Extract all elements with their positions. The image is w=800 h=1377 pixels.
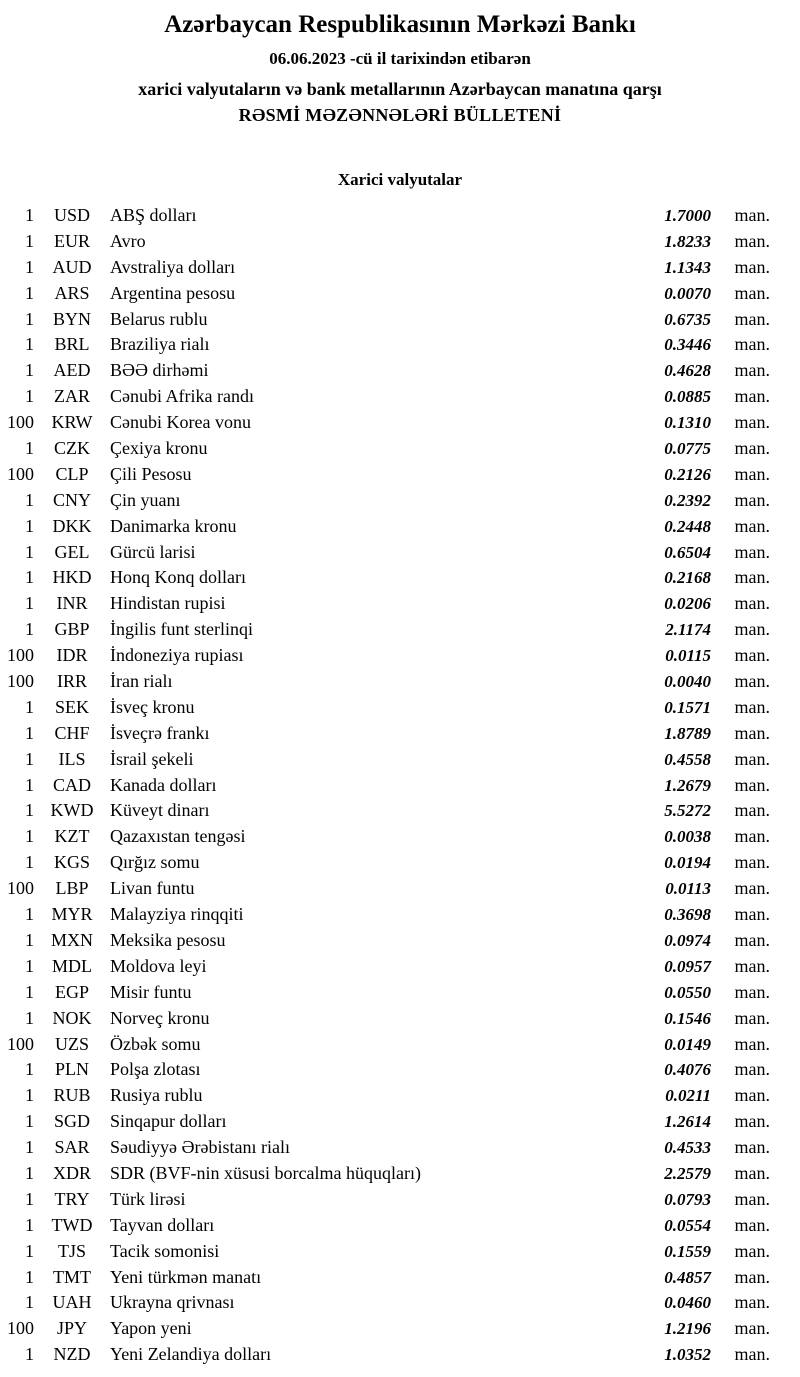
rate-row-idr bbox=[0, 643, 770, 669]
quantity-cell: 1 bbox=[25, 852, 34, 873]
currency-name-cell: Küveyt dinarı bbox=[110, 800, 210, 821]
quantity-cell: 1 bbox=[25, 1162, 34, 1183]
rate-row-zar bbox=[0, 384, 770, 410]
currency-name-cell: Braziliya rialı bbox=[110, 334, 210, 355]
rate-value-cell: 0.2392 bbox=[664, 490, 711, 510]
quantity-cell: 1 bbox=[25, 593, 34, 614]
currency-name-cell: Polşa zlotası bbox=[110, 1059, 201, 1080]
currency-name-cell: Kanada dolları bbox=[110, 774, 217, 795]
currency-name-cell: Argentina pesosu bbox=[110, 282, 236, 303]
unit-cell: man. bbox=[734, 1188, 770, 1209]
rate-row-rub bbox=[0, 1083, 770, 1109]
currency-name-cell: Belarus rublu bbox=[110, 308, 208, 329]
unit-cell: man. bbox=[734, 463, 770, 484]
rate-row-myr bbox=[0, 902, 770, 928]
quantity-cell: 1 bbox=[25, 360, 34, 381]
currency-code-cell: GBP bbox=[54, 619, 90, 640]
subtitle-line: xarici valyutaların və bank metallarının Azərbaycan manatına qarşı bbox=[138, 79, 662, 99]
quantity-cell: 1 bbox=[25, 826, 34, 847]
bulletin-title: RƏSMİ MƏZƏNNƏLƏRİ BÜLLETENİ bbox=[238, 105, 562, 125]
unit-cell: man. bbox=[734, 1162, 770, 1183]
unit-cell: man. bbox=[734, 619, 770, 640]
rate-value-cell: 0.0974 bbox=[664, 930, 711, 950]
unit-cell: man. bbox=[734, 541, 770, 562]
quantity-cell: 1 bbox=[25, 282, 34, 303]
rate-value-cell: 0.4533 bbox=[664, 1138, 711, 1158]
currency-code-cell: TJS bbox=[57, 1240, 86, 1261]
unit-cell: man. bbox=[734, 981, 770, 1002]
unit-cell: man. bbox=[734, 1033, 770, 1054]
rate-value-cell: 0.0550 bbox=[664, 982, 711, 1002]
rate-value-cell: 0.3698 bbox=[664, 905, 711, 925]
currency-code-cell: SEK bbox=[54, 696, 89, 717]
currency-name-cell: ABŞ dolları bbox=[110, 205, 197, 225]
currency-name-cell: İran rialı bbox=[110, 671, 173, 692]
rate-row-chf bbox=[0, 721, 770, 747]
unit-cell: man. bbox=[734, 878, 770, 899]
rate-row-egp bbox=[0, 980, 770, 1006]
quantity-cell: 100 bbox=[7, 412, 34, 433]
quantity-cell: 1 bbox=[25, 1085, 34, 1106]
rate-row-mdl bbox=[0, 954, 770, 980]
rate-row-sek bbox=[0, 695, 770, 721]
currency-code-cell: GEL bbox=[54, 541, 90, 562]
rate-value-cell: 0.0070 bbox=[664, 283, 711, 303]
rate-row-byn bbox=[0, 307, 770, 333]
currency-name-cell: Misir funtu bbox=[110, 981, 192, 1002]
quantity-cell: 1 bbox=[25, 308, 34, 329]
rate-value-cell: 1.0352 bbox=[664, 1345, 711, 1365]
rate-row-krw bbox=[0, 410, 770, 436]
currency-code-cell: CAD bbox=[52, 774, 91, 795]
currency-name-cell: Özbək somu bbox=[110, 1033, 201, 1054]
unit-cell: man. bbox=[734, 1214, 770, 1235]
quantity-cell: 1 bbox=[25, 1059, 34, 1080]
currency-name-cell: Tacik somonisi bbox=[110, 1240, 220, 1261]
rate-row-tjs bbox=[0, 1239, 770, 1265]
unit-cell: man. bbox=[734, 567, 770, 588]
quantity-cell: 1 bbox=[25, 1188, 34, 1209]
currency-name-cell: Tayvan dolları bbox=[110, 1214, 215, 1235]
unit-cell: man. bbox=[734, 593, 770, 614]
unit-cell: man. bbox=[734, 696, 770, 717]
rate-value-cell: 2.1174 bbox=[665, 620, 711, 640]
rate-value-cell: 1.1343 bbox=[664, 257, 711, 277]
quantity-cell: 1 bbox=[25, 696, 34, 717]
quantity-cell: 100 bbox=[7, 671, 34, 692]
rate-value-cell: 1.2196 bbox=[664, 1319, 711, 1339]
currency-name-cell: İndoneziya rupiası bbox=[110, 645, 244, 666]
rate-row-kgs bbox=[0, 850, 770, 876]
currency-name-cell: Meksika pesosu bbox=[110, 929, 226, 950]
rate-row-nzd bbox=[0, 1342, 770, 1368]
currency-code-cell: CLP bbox=[55, 463, 89, 484]
rate-row-jpy bbox=[0, 1316, 770, 1342]
currency-name-cell: Çili Pesosu bbox=[110, 463, 192, 484]
unit-cell: man. bbox=[734, 852, 770, 873]
currency-name-cell: Rusiya rublu bbox=[110, 1085, 203, 1106]
quantity-cell: 1 bbox=[25, 515, 34, 536]
quantity-cell: 100 bbox=[7, 645, 34, 666]
unit-cell: man. bbox=[734, 334, 770, 355]
rate-value-cell: 5.5272 bbox=[664, 801, 711, 821]
rate-value-cell: 0.0957 bbox=[664, 956, 711, 976]
rate-row-sgd bbox=[0, 1109, 770, 1135]
currency-code-cell: CHF bbox=[54, 722, 90, 743]
currency-name-cell: İsveç kronu bbox=[110, 696, 195, 717]
currency-code-cell: CZK bbox=[54, 438, 90, 459]
quantity-cell: 1 bbox=[25, 1344, 34, 1365]
unit-cell: man. bbox=[734, 489, 770, 510]
currency-name-cell: Livan funtu bbox=[110, 878, 195, 899]
unit-cell: man. bbox=[734, 671, 770, 692]
unit-cell: man. bbox=[734, 230, 770, 251]
unit-cell: man. bbox=[734, 748, 770, 769]
rate-value-cell: 1.8233 bbox=[664, 231, 711, 251]
quantity-cell: 1 bbox=[25, 205, 34, 225]
quantity-cell: 1 bbox=[25, 256, 34, 277]
unit-cell: man. bbox=[734, 1059, 770, 1080]
currency-code-cell: TRY bbox=[54, 1188, 90, 1209]
currency-name-cell: İsrail şekeli bbox=[110, 748, 194, 769]
unit-cell: man. bbox=[734, 1292, 770, 1313]
rate-row-tmt bbox=[0, 1265, 770, 1291]
currency-code-cell: PLN bbox=[54, 1059, 89, 1080]
rate-row-gel bbox=[0, 540, 770, 566]
rate-row-lbp bbox=[0, 876, 770, 902]
rate-row-kzt bbox=[0, 824, 770, 850]
rate-value-cell: 0.0194 bbox=[664, 853, 711, 873]
currency-name-cell: Sinqapur dolları bbox=[110, 1111, 227, 1132]
quantity-cell: 100 bbox=[7, 1318, 34, 1339]
quantity-cell: 1 bbox=[25, 1137, 34, 1158]
rate-value-cell: 0.2168 bbox=[664, 568, 711, 588]
currency-code-cell: INR bbox=[56, 593, 88, 614]
unit-cell: man. bbox=[734, 1137, 770, 1158]
unit-cell: man. bbox=[734, 955, 770, 976]
currency-code-cell: IDR bbox=[56, 645, 88, 666]
unit-cell: man. bbox=[734, 1344, 770, 1365]
quantity-cell: 100 bbox=[7, 463, 34, 484]
unit-cell: man. bbox=[734, 386, 770, 407]
rate-value-cell: 1.8789 bbox=[664, 723, 711, 743]
currency-code-cell: SAR bbox=[54, 1137, 90, 1158]
currency-name-cell: Avro bbox=[110, 230, 146, 251]
rate-row-eur bbox=[0, 229, 770, 255]
currency-name-cell: Ukrayna qrivnası bbox=[110, 1292, 235, 1313]
currency-code-cell: JPY bbox=[56, 1318, 87, 1339]
currency-name-cell: Səudiyyə Ərəbistanı rialı bbox=[110, 1137, 290, 1158]
quantity-cell: 1 bbox=[25, 541, 34, 562]
quantity-cell: 1 bbox=[25, 1240, 34, 1261]
currency-name-cell: Avstraliya dolları bbox=[110, 256, 236, 277]
currency-code-cell: IRR bbox=[56, 671, 87, 692]
rate-row-irr bbox=[0, 669, 770, 695]
rate-value-cell: 1.7000 bbox=[664, 206, 711, 225]
rate-row-cad bbox=[0, 773, 770, 799]
currency-name-cell: Malayziya rinqqiti bbox=[110, 904, 244, 925]
currency-code-cell: KWD bbox=[50, 800, 94, 821]
currency-name-cell: Cənubi Korea vonu bbox=[110, 412, 251, 433]
quantity-cell: 1 bbox=[25, 748, 34, 769]
rate-value-cell: 0.6504 bbox=[664, 542, 711, 562]
currency-name-cell: SDR (BVF-nin xüsusi borcalma hüquqları) bbox=[110, 1162, 421, 1183]
unit-cell: man. bbox=[734, 904, 770, 925]
currency-code-cell: BRL bbox=[54, 334, 90, 355]
currency-code-cell: TMT bbox=[53, 1266, 91, 1287]
quantity-cell: 1 bbox=[25, 1214, 34, 1235]
unit-cell: man. bbox=[734, 826, 770, 847]
document-header bbox=[0, 0, 800, 127]
unit-cell: man. bbox=[734, 282, 770, 303]
rate-row-pln bbox=[0, 1057, 770, 1083]
rate-value-cell: 1.2614 bbox=[664, 1112, 711, 1132]
currency-code-cell: KZT bbox=[54, 826, 90, 847]
rate-value-cell: 0.1559 bbox=[664, 1241, 711, 1261]
unit-cell: man. bbox=[734, 1007, 770, 1028]
rate-row-ars bbox=[0, 281, 770, 307]
quantity-cell: 1 bbox=[25, 230, 34, 251]
rate-row-brl bbox=[0, 332, 770, 358]
rate-value-cell: 1.2679 bbox=[664, 775, 711, 795]
unit-cell: man. bbox=[734, 1085, 770, 1106]
rate-value-cell: 0.0113 bbox=[665, 879, 711, 899]
quantity-cell: 1 bbox=[25, 619, 34, 640]
rate-value-cell: 0.4558 bbox=[664, 749, 711, 769]
unit-cell: man. bbox=[734, 308, 770, 329]
rate-value-cell: 0.4628 bbox=[664, 361, 711, 381]
unit-cell: man. bbox=[734, 412, 770, 433]
quantity-cell: 1 bbox=[25, 1292, 34, 1313]
unit-cell: man. bbox=[734, 1266, 770, 1287]
rate-row-kwd bbox=[0, 798, 770, 824]
rate-row-try bbox=[0, 1187, 770, 1213]
currency-name-cell: Qırğız somu bbox=[110, 852, 200, 873]
unit-cell: man. bbox=[734, 360, 770, 381]
rate-row-clp bbox=[0, 462, 770, 488]
currency-name-cell: Qazaxıstan tengəsi bbox=[110, 826, 246, 847]
rate-row-sar bbox=[0, 1135, 770, 1161]
currency-code-cell: NZD bbox=[53, 1344, 91, 1365]
currency-name-cell: Yeni türkmən manatı bbox=[110, 1266, 262, 1287]
currency-code-cell: SGD bbox=[53, 1111, 90, 1132]
currency-name-cell: Moldova leyi bbox=[110, 955, 207, 976]
rate-row-aed bbox=[0, 358, 770, 384]
quantity-cell: 1 bbox=[25, 904, 34, 925]
rate-value-cell: 0.0793 bbox=[664, 1189, 711, 1209]
rate-value-cell: 0.1546 bbox=[664, 1008, 711, 1028]
exchange-rates-table bbox=[0, 203, 800, 1368]
currency-code-cell: MYR bbox=[51, 904, 93, 925]
unit-cell: man. bbox=[734, 1318, 770, 1339]
currency-name-cell: Danimarka kronu bbox=[110, 515, 237, 536]
rate-row-twd bbox=[0, 1213, 770, 1239]
rate-value-cell: 0.1310 bbox=[664, 413, 711, 433]
rate-value-cell: 0.4076 bbox=[664, 1060, 711, 1080]
unit-cell: man. bbox=[734, 645, 770, 666]
unit-cell: man. bbox=[734, 929, 770, 950]
currency-code-cell: LBP bbox=[55, 878, 89, 899]
currency-code-cell: MXN bbox=[50, 929, 93, 950]
quantity-cell: 1 bbox=[25, 567, 34, 588]
currency-code-cell: ARS bbox=[54, 282, 90, 303]
currency-code-cell: XDR bbox=[52, 1162, 91, 1183]
quantity-cell: 1 bbox=[25, 955, 34, 976]
currency-name-cell: Norveç kronu bbox=[110, 1007, 210, 1028]
rate-row-czk bbox=[0, 436, 770, 462]
rate-row-uah bbox=[0, 1290, 770, 1316]
quantity-cell: 100 bbox=[7, 1033, 34, 1054]
unit-cell: man. bbox=[734, 205, 770, 225]
rate-value-cell: 0.1571 bbox=[664, 697, 711, 717]
rate-row-mxn bbox=[0, 928, 770, 954]
rate-value-cell: 0.2126 bbox=[664, 464, 711, 484]
rate-row-uzs bbox=[0, 1032, 770, 1058]
rate-value-cell: 0.0775 bbox=[664, 439, 711, 459]
currency-code-cell: ZAR bbox=[54, 386, 90, 407]
rate-value-cell: 0.0038 bbox=[664, 827, 711, 847]
rate-row-inr bbox=[0, 591, 770, 617]
currency-code-cell: UAH bbox=[52, 1292, 92, 1313]
currency-code-cell: AED bbox=[53, 360, 91, 381]
unit-cell: man. bbox=[734, 438, 770, 459]
currency-code-cell: KRW bbox=[51, 412, 93, 433]
bank-title: Azərbaycan Respublikasının Mərkəzi Bankı bbox=[164, 11, 636, 38]
rate-row-ils bbox=[0, 747, 770, 773]
currency-name-cell: Türk lirəsi bbox=[110, 1188, 186, 1209]
quantity-cell: 1 bbox=[25, 929, 34, 950]
currency-code-cell: KGS bbox=[53, 852, 90, 873]
quantity-cell: 1 bbox=[25, 489, 34, 510]
currency-name-cell: Cənubi Afrika randı bbox=[110, 386, 254, 407]
rate-row-cny bbox=[0, 488, 770, 514]
rate-value-cell: 0.0460 bbox=[664, 1293, 711, 1313]
quantity-cell: 1 bbox=[25, 438, 34, 459]
currency-code-cell: EGP bbox=[54, 981, 89, 1002]
currency-name-cell: İngilis funt sterlinqi bbox=[110, 619, 253, 640]
quantity-cell: 100 bbox=[7, 878, 34, 899]
rate-row-hkd bbox=[0, 565, 770, 591]
currency-code-cell: DKK bbox=[52, 515, 92, 536]
unit-cell: man. bbox=[734, 1240, 770, 1261]
currency-name-cell: Çin yuanı bbox=[110, 489, 181, 510]
rate-value-cell: 0.0040 bbox=[664, 672, 711, 692]
rate-row-aud bbox=[0, 255, 770, 281]
currency-code-cell: AUD bbox=[52, 256, 92, 277]
rate-row-nok bbox=[0, 1006, 770, 1032]
rate-value-cell: 0.0115 bbox=[665, 646, 711, 666]
quantity-cell: 1 bbox=[25, 1111, 34, 1132]
currency-code-cell: BYN bbox=[52, 308, 91, 329]
currency-code-cell: MDL bbox=[52, 955, 92, 976]
rate-value-cell: 2.2579 bbox=[664, 1163, 711, 1183]
section-title-foreign-currencies: Xarici valyutalar bbox=[337, 170, 463, 189]
currency-code-cell: EUR bbox=[54, 230, 90, 251]
currency-name-cell: Hindistan rupisi bbox=[110, 593, 226, 614]
rate-value-cell: 0.6735 bbox=[664, 309, 711, 329]
currency-name-cell: Gürcü larisi bbox=[110, 541, 196, 562]
rate-value-cell: 0.3446 bbox=[664, 335, 711, 355]
rate-row-usd bbox=[0, 203, 770, 229]
rate-value-cell: 0.0149 bbox=[664, 1034, 711, 1054]
currency-code-cell: USD bbox=[53, 205, 90, 225]
rate-row-dkk bbox=[0, 514, 770, 540]
rate-value-cell: 0.2448 bbox=[664, 516, 711, 536]
rate-value-cell: 0.0206 bbox=[664, 594, 711, 614]
currency-code-cell: CNY bbox=[52, 489, 91, 510]
unit-cell: man. bbox=[734, 774, 770, 795]
currency-name-cell: Yapon yeni bbox=[110, 1318, 192, 1339]
rate-value-cell: 0.0554 bbox=[664, 1215, 711, 1235]
rate-row-xdr bbox=[0, 1161, 770, 1187]
currency-name-cell: BƏƏ dirhəmi bbox=[110, 360, 209, 381]
currency-name-cell: Honq Konq dolları bbox=[110, 567, 246, 588]
currency-code-cell: NOK bbox=[52, 1007, 92, 1028]
quantity-cell: 1 bbox=[25, 774, 34, 795]
quantity-cell: 1 bbox=[25, 981, 34, 1002]
quantity-cell: 1 bbox=[25, 1007, 34, 1028]
currency-name-cell: Yeni Zelandiya dolları bbox=[110, 1344, 272, 1365]
currency-code-cell: UZS bbox=[54, 1033, 89, 1054]
quantity-cell: 1 bbox=[25, 386, 34, 407]
quantity-cell: 1 bbox=[25, 800, 34, 821]
quantity-cell: 1 bbox=[25, 1266, 34, 1287]
quantity-cell: 1 bbox=[25, 334, 34, 355]
rate-value-cell: 0.0211 bbox=[665, 1086, 711, 1106]
currency-name-cell: İsveçrə frankı bbox=[110, 722, 210, 743]
rate-value-cell: 0.0885 bbox=[664, 387, 711, 407]
currency-code-cell: RUB bbox=[53, 1085, 91, 1106]
unit-cell: man. bbox=[734, 1111, 770, 1132]
currency-name-cell: Çexiya kronu bbox=[110, 438, 208, 459]
currency-code-cell: HKD bbox=[52, 567, 92, 588]
currency-code-cell: TWD bbox=[51, 1214, 93, 1235]
quantity-cell: 1 bbox=[25, 722, 34, 743]
currency-code-cell: ILS bbox=[58, 748, 86, 769]
rate-value-cell: 0.4857 bbox=[664, 1267, 711, 1287]
unit-cell: man. bbox=[734, 722, 770, 743]
unit-cell: man. bbox=[734, 256, 770, 277]
effective-date-line: 06.06.2023 -cü il tarixindən etibarən bbox=[269, 49, 531, 68]
unit-cell: man. bbox=[734, 800, 770, 821]
rate-row-gbp bbox=[0, 617, 770, 643]
unit-cell: man. bbox=[734, 515, 770, 536]
